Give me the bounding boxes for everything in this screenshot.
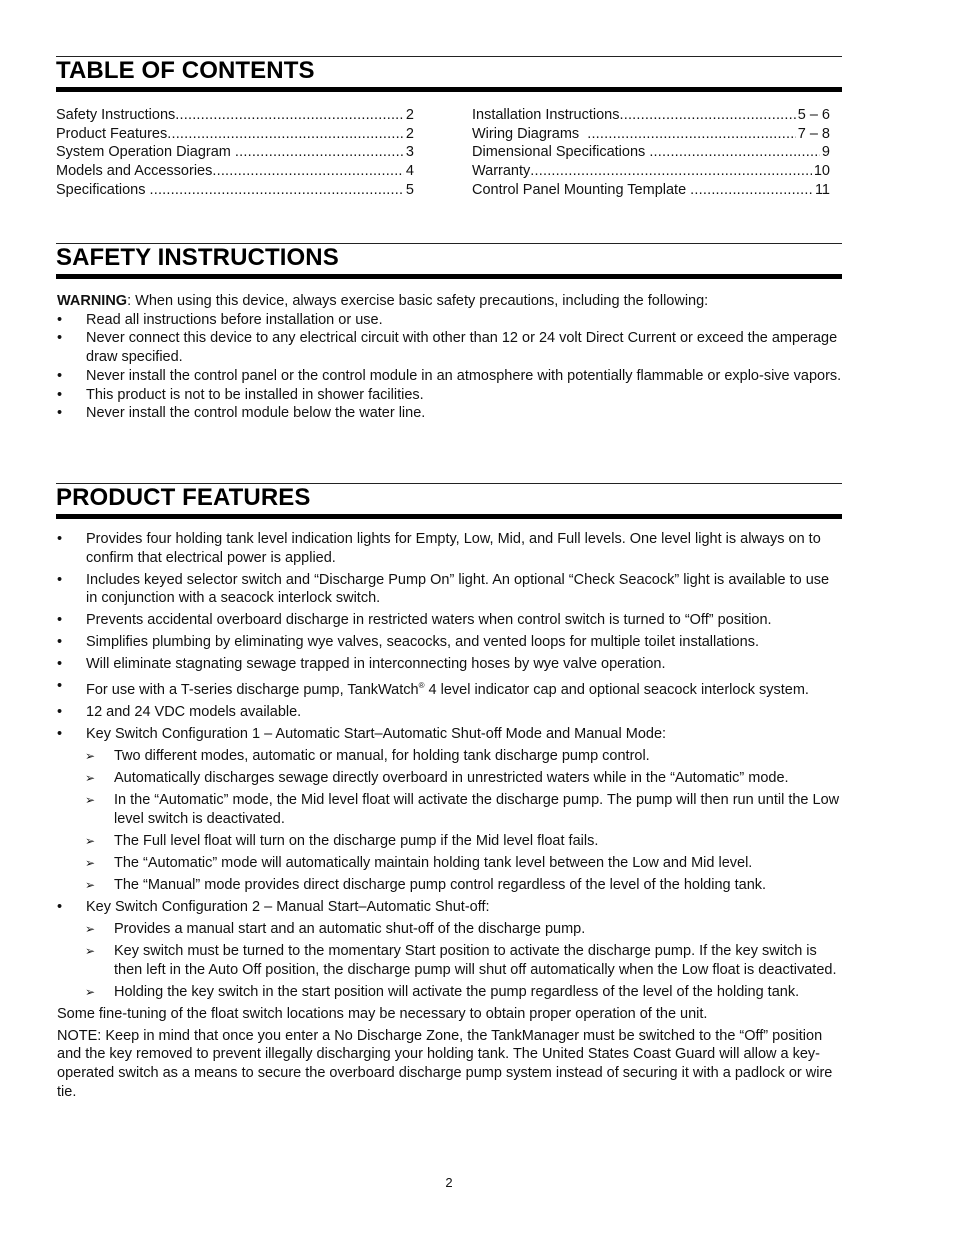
list-item: • Read all instructions before installation or use. bbox=[57, 311, 383, 328]
bullet-marker: • bbox=[57, 656, 63, 673]
safety-section bbox=[57, 292, 842, 423]
heading-rule bbox=[56, 274, 842, 279]
arrow-bullet-icon: ➢ bbox=[85, 749, 96, 764]
bullet-marker: • bbox=[57, 531, 63, 547]
bullet-marker: • bbox=[57, 367, 63, 384]
heading-rule bbox=[56, 87, 842, 92]
sub-list-item: ➢ In the “Automatic” mode, the Mid level float will activate the discharge pump. The pump will then run until the Low level switch is deactivated. bbox=[85, 792, 840, 827]
toc-left-column bbox=[56, 106, 414, 199]
bullet-marker: • bbox=[57, 634, 63, 651]
safety-title: SAFETY INSTRUCTIONS bbox=[56, 244, 339, 271]
sub-list-item: ➢ The “Manual” mode provides direct discharge pump control regardless of the level of the holding tank. bbox=[85, 876, 767, 893]
toc-entry[interactable]: Models and Accessories ..... 4 bbox=[56, 162, 414, 181]
sub-list-item: ➢ The Full level float will turn on the discharge pump if the Mid level float fails. bbox=[85, 832, 599, 849]
list-item: • Provides four holding tank level indication lights for Empty, Low, Mid, and Full levels. One level light is always on to confirm that electrical power is applied. bbox=[57, 531, 821, 566]
toc-entry[interactable]: Product Features ..... 2 bbox=[56, 125, 414, 144]
arrow-bullet-icon: ➢ bbox=[85, 921, 96, 936]
bullet-marker: • bbox=[57, 405, 63, 422]
list-item: • Simplifies plumbing by eliminating wye valves, seacocks, and vented loops for multiple toilet installations. bbox=[57, 634, 759, 651]
list-item: • For use with a T-series discharge pump, TankWatch® 4 level indicator cap and optional seacock interlock system. bbox=[57, 678, 809, 699]
heading-rule bbox=[56, 514, 842, 519]
list-item: • Includes keyed selector switch and “Discharge Pump On” light. An optional “Check Seacock” light is available to use in conjunction with a seacock interlock switch. bbox=[57, 571, 830, 607]
registered-mark: ® bbox=[418, 681, 425, 691]
toc-entry[interactable]: Wiring Diagrams ..... 7 – 8 bbox=[472, 125, 830, 144]
warning-paragraph bbox=[57, 292, 842, 311]
toc-entry[interactable]: Control Panel Mounting Template ..... 11 bbox=[472, 181, 830, 200]
list-item: • This product is not to be installed in shower facilities. bbox=[57, 386, 424, 403]
features-title: PRODUCT FEATURES bbox=[56, 484, 311, 511]
toc-entry[interactable]: Warranty ..... 10 bbox=[472, 162, 830, 181]
page-number: 2 bbox=[445, 1175, 453, 1190]
arrow-bullet-icon: ➢ bbox=[85, 855, 96, 870]
list-item: • Key Switch Configuration 2 – Manual Start–Automatic Shut-off: bbox=[57, 898, 490, 915]
safety-heading bbox=[56, 243, 842, 279]
list-item: • Prevents accidental overboard discharge in restricted waters when control switch is turned to “Off” position. bbox=[57, 612, 772, 629]
finetune-paragraph: Some fine-tuning of the float switch locations may be necessary to obtain proper operation of the unit. bbox=[57, 1005, 708, 1022]
bullet-marker: • bbox=[57, 330, 63, 347]
features-heading bbox=[56, 483, 842, 519]
bullet-marker: • bbox=[57, 704, 63, 721]
note-paragraph: NOTE: Keep in mind that once you enter a No Discharge Zone, the TankManager must be switched to the “Off” position and the key removed to prevent illegally discharging your holding tank. The United States Coast Guard will allow a key-operated switch as a means to secure the overboard discharge pump system instead of securing it with a padlock or wire tie. bbox=[57, 1027, 833, 1100]
list-item: • Will eliminate stagnating sewage trapped in interconnecting hoses by wye valve operation. bbox=[57, 656, 666, 673]
sub-list-item: ➢ Automatically discharges sewage directly overboard in unrestricted waters while in the “Automatic” mode. bbox=[85, 770, 789, 787]
bullet-marker: • bbox=[57, 898, 63, 915]
bullet-marker: • bbox=[57, 726, 63, 743]
bullet-marker: • bbox=[57, 678, 63, 695]
arrow-bullet-icon: ➢ bbox=[85, 877, 96, 892]
features-section bbox=[57, 530, 842, 1105]
bullet-marker: • bbox=[57, 612, 63, 629]
toc-entry[interactable]: Installation Instructions ..... 5 – 6 bbox=[472, 106, 830, 125]
sub-list-item: ➢ The “Automatic” mode will automatically maintain holding tank level between the Low and Mid level. bbox=[85, 854, 753, 871]
sub-list-item: ➢ Holding the key switch in the start position will activate the pump regardless of the level of the holding tank. bbox=[85, 983, 800, 1000]
bullet-marker: • bbox=[57, 311, 63, 328]
sub-list-item: ➢ Provides a manual start and an automatic shut-off of the discharge pump. bbox=[85, 920, 586, 937]
list-item: • 12 and 24 VDC models available. bbox=[57, 704, 302, 721]
sub-list-item: ➢ Key switch must be turned to the momentary Start position to activate the discharge pump. If the key switch is then left in the Auto Off position, the discharge pump will shut off automatically when the Low float is deactivated. bbox=[85, 942, 837, 978]
toc-right-column bbox=[472, 106, 830, 199]
sub-list-item: ➢ Two different modes, automatic or manual, for holding tank discharge pump control. bbox=[85, 748, 650, 765]
warning-text: : When using this device, always exercise basic safety precautions, including the following: bbox=[127, 293, 709, 309]
bullet-marker: • bbox=[57, 571, 63, 588]
list-item: • Key Switch Configuration 1 – Automatic Start–Automatic Shut-off Mode and Manual Mode: bbox=[57, 726, 667, 743]
arrow-bullet-icon: ➢ bbox=[85, 771, 96, 786]
list-item: • Never install the control module below the water line. bbox=[57, 405, 426, 422]
toc-title: TABLE OF CONTENTS bbox=[56, 57, 315, 84]
bullet-marker: • bbox=[57, 386, 63, 403]
toc-entry[interactable]: Safety Instructions ..... 2 bbox=[56, 106, 414, 125]
arrow-bullet-icon: ➢ bbox=[85, 833, 96, 848]
toc-entry[interactable]: System Operation Diagram ..... 3 bbox=[56, 143, 414, 162]
arrow-bullet-icon: ➢ bbox=[85, 984, 96, 999]
list-item: • Never connect this device to any electrical circuit with other than 12 or 24 volt Direct Current or exceed the amperage draw specified. bbox=[57, 330, 838, 366]
toc-entry[interactable]: Specifications ..... 5 bbox=[56, 181, 414, 200]
warning-label: WARNING bbox=[57, 293, 128, 309]
list-item: • Never install the control panel or the control module in an atmosphere with potentially flammable or explo-sive vapors. bbox=[57, 367, 842, 384]
arrow-bullet-icon: ➢ bbox=[85, 943, 96, 958]
toc-heading bbox=[56, 56, 842, 92]
arrow-bullet-icon: ➢ bbox=[85, 793, 96, 808]
toc-entry[interactable]: Dimensional Specifications ..... 9 bbox=[472, 143, 830, 162]
